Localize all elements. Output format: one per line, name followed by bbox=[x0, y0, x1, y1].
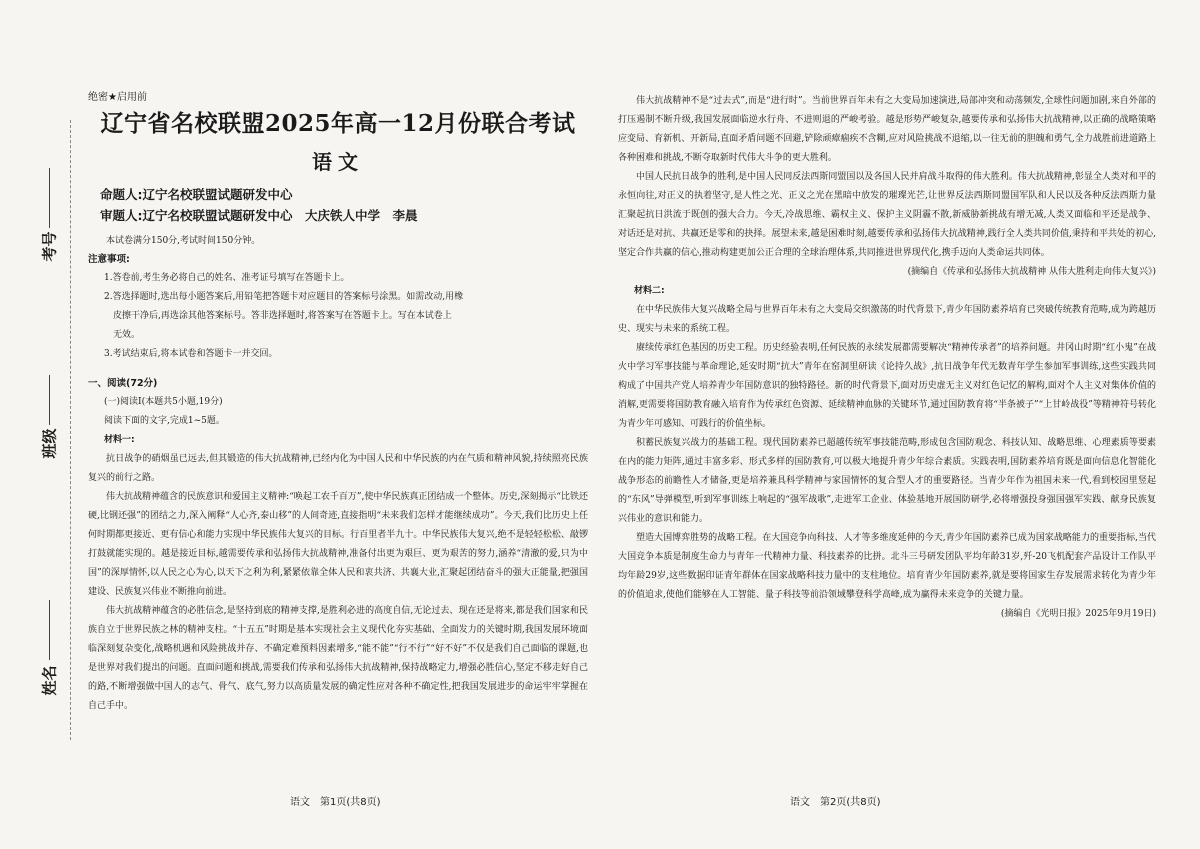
article-paragraph: 抗日战争的硝烟虽已远去,但其锻造的伟大抗战精神,已经内化为中国人民和中华民族的内在气质和精神风貌,持续照亮民族复兴的前行之路。 bbox=[88, 454, 588, 483]
material-one-label: 材料一: bbox=[104, 435, 135, 445]
name-field bbox=[30, 600, 70, 730]
material-two-label: 材料二: bbox=[634, 286, 665, 296]
exam-intro: 本试卷满分150分,考试时间150分钟。 bbox=[106, 236, 261, 246]
article-paragraph: 伟大抗战精神不是“过去式”,而是“进行时”。当前世界百年未有之大变局加速演进,局部冲突和动荡频发,全球性问题加剧,来自外部的打压遏制不断升级,我国发展面临逆水行舟、不进则退的严峻考验。越是形势严峻复杂,越要传承和弘扬伟大抗战精神,以正确的战略策略应变局、育新机、开新局,直面矛盾问题不回避,铲除顽瘴痼疾不含糊,应对风险挑战不退缩,以一往无前的胆魄和勇气,全力战胜前进道路上各种困难和挑战,不断夺取新时代伟大斗争的更大胜利。 bbox=[618, 96, 1156, 163]
exam-title: 辽宁省名校联盟2025年高一12月份联合考试 bbox=[100, 110, 576, 137]
source-citation: (摘编自《传承和弘扬伟大抗战精神 从伟大胜利走向伟大复兴》) bbox=[907, 267, 1156, 277]
question-reviewer: 审题人:辽宁名校联盟试题研发中心 大庆铁人中学 李晨 bbox=[100, 208, 418, 223]
exam-number-field bbox=[30, 168, 70, 298]
article-paragraph: 积蓄民族复兴战力的基础工程。现代国防素养已超越传统军事技能范畴,形成包含国防观念、科技认知、战略思维、心理素质等要素在内的能力矩阵,通过丰富多彩、形式多样的国防教育,可以极大地提升青少年综合素质。实践表明,国防素养培育既是面向信息化智能化战争形态的前瞻性人才储备,更是培养兼具科学精神与家国情怀的复合型人才的重要路径。当青少年作为祖国未来一代,看到校园里竖起的“东风”导弹模型,听到军事训练上响起的“强军战歌”,走进军工企业、体验基地开展国防研学,必将增强投身强国强军实践、献身民族复兴伟业的意识和能力。 bbox=[618, 438, 1156, 524]
page-one bbox=[88, 88, 588, 716]
notes-title: 注意事项: bbox=[88, 254, 130, 265]
class-field bbox=[30, 375, 70, 505]
article-paragraph: 中国人民抗日战争的胜利,是中国人民同反法西斯同盟国以及各国人民并肩战斗取得的伟大胜利。伟大抗战精神,彰显全人类对和平的永恒向往,对正义的执着坚守,是人性之光、正义之光在黑暗中放发的璀璨光芒,让世界反法西斯同盟国军队和人民以及各种反法西斯力量汇聚起抗日洪流于既创的强大合力。今天,冷战思维、霸权主义、保护主义阴霾不散,新威胁新挑战有增无减,人类又面临和平还是战争、对话还是对抗、共赢还是零和的抉择。展望未来,越是困难时刻,越要传承和弘扬伟大抗战精神,践行全人类共同价值,秉持和平共处的初心,坚定合作共赢的信心,推动构建更加公正合理的全球治理体系,共同推进世界现代化,携手迈向人类命运共同体。 bbox=[618, 172, 1156, 258]
article-paragraph: 伟大抗战精神蕴含的民族意识和爱国主义精神:“唤起工农千百万”,使中华民族真正团结成一个整体。历史,深刻揭示“比铁还硬,比钢还强”的团结之力,深入阐释“人心齐,泰山移”的人间奇迹,直接指明“未来我们怎样才能继续成功”。今天,我们比历史上任何时期都更接近、更有信心和能力实现中华民族伟大复兴的目标。行百里者半九十。中华民族伟大复兴,绝不是轻轻松松、敲锣打鼓就能实现的。越是接近目标,越需要传承和弘扬伟大抗战精神,准备付出更为艰巨、更为艰苦的努力,涵养“清澈的爱,只为中国”的深厚情怀,以人民之心为心,以天下之利为利,紧紧依靠全体人民和衷共济、共襄大业,汇聚起团结奋斗的强大正能量,把强国建设、民族复兴伟业不断推向前进。 bbox=[88, 492, 588, 597]
page-two bbox=[618, 92, 1156, 624]
notes-list bbox=[104, 269, 588, 364]
name-label: 姓名 bbox=[40, 665, 59, 696]
subsection-heading: (一)阅读Ⅰ(本题共5小题,19分) bbox=[104, 397, 223, 407]
class-underline bbox=[49, 375, 50, 425]
exam-number-label: 考号 bbox=[40, 231, 59, 262]
article-paragraph: 赓续传承红色基因的历史工程。历史经验表明,任何民族的永续发展都需要解决“精神传承者”的培养问题。井冈山时期“红小鬼”在战火中学习军事技能与革命理论,延安时期“抗大”青年在窑洞里研读《论持久战》,抗日战争年代无数青年学生参加军事训练,这些实践共同构成了中国共产党人培养青少年国防意识的独特路径。新的时代背景下,面对历史虚无主义对红色记忆的解构,面对个人主义对集体价值的消解,更需要将国防教育融入培育作为传承红色资源、延续精神血脉的关键环节,通过国防教育将“半条被子”“上甘岭战役”等精神符号转化为青少年可感知、可践行的价值坐标。 bbox=[618, 343, 1156, 429]
page-one-footer: 语文 第1页(共8页) bbox=[290, 797, 381, 808]
note-item: 皮擦干净后,再选涂其他答案标号。答非选择题时,将答案写在答题卡上。写在本试卷上 bbox=[104, 311, 452, 321]
note-item: 1.答卷前,考生务必将自己的姓名、准考证号填写在答题卡上。 bbox=[104, 273, 350, 283]
subject-title: 语文 bbox=[312, 150, 364, 174]
article-paragraph: 塑造大国博弈胜势的战略工程。在大国竞争向科技、人才等多维度延伸的今天,青少年国防素养已成为国家战略能力的重要指标,当代大国竞争本质是制度生命力与青年一代精神力量、科技素养的比拼。北斗三号研发团队平均年龄31岁,歼-20飞机配套产品设计工作队平均年龄29岁,这些数据印证青年群体在国家战略科技力量中的支柱地位。培育青少年国防素养,就是要将国家生存发展需求转化为青少年的价值追求,使他们能够在人工智能、量子科技等前沿领域攀登科学高峰,成为赢得未来竞争的关键力量。 bbox=[618, 533, 1156, 600]
source-citation: (摘编自《光明日报》2025年9月19日) bbox=[1000, 609, 1156, 619]
class-label: 班级 bbox=[40, 428, 59, 459]
exam-number-underline bbox=[49, 168, 50, 228]
question-setter: 命题人:辽宁名校联盟试题研发中心 bbox=[100, 187, 293, 202]
binding-dashed-line bbox=[70, 120, 71, 740]
page-two-footer: 语文 第2页(共8页) bbox=[790, 797, 881, 808]
section-heading: 一、阅读(72分) bbox=[88, 378, 158, 389]
name-underline bbox=[49, 600, 50, 660]
reading-instruction: 阅读下面的文字,完成1~5题。 bbox=[104, 416, 225, 426]
article-paragraph: 伟大抗战精神蕴含的必胜信念,是坚持到底的精神支撑,是胜利必进的高度自信,无论过去、现在还是将来,都是我们国家和民族自立于世界民族之林的精神支柱。“十五五”时期是基本实现社会主义现代化夯实基础、全面发力的关键时期,我国发展环境面临深刻复杂变化,战略机遇和风险挑战并存、不确定难预料因素增多,“能不能”“行不行”“好不好”不仅是我们自己面临的课题,也是世界对我们提出的问题。直面问题和挑战,需要我们传承和弘扬伟大抗战精神,保持战略定力,增强必胜信心,坚定不移走好自己的路,不断增强做中国人的志气、骨气、底气,努力以高质量发展的确定性应对各种不确定性,把我国发展进步的命运牢牢掌握在自己手中。 bbox=[88, 606, 588, 711]
article-paragraph: 在中华民族伟大复兴战略全局与世界百年未有之大变局交织激荡的时代背景下,青少年国防素养培育已突破传统教育范畴,成为跨越历史、现实与未来的系统工程。 bbox=[618, 305, 1156, 334]
note-item: 3.考试结束后,将本试卷和答题卡一并交回。 bbox=[104, 349, 278, 359]
note-item: 2.答选择题时,选出每小题答案后,用铅笔把答题卡对应题目的答案标号涂黑。如需改动,用橡 bbox=[104, 292, 464, 302]
confidential-mark: 绝密★启用前 bbox=[88, 92, 147, 103]
note-item: 无效。 bbox=[104, 330, 141, 340]
